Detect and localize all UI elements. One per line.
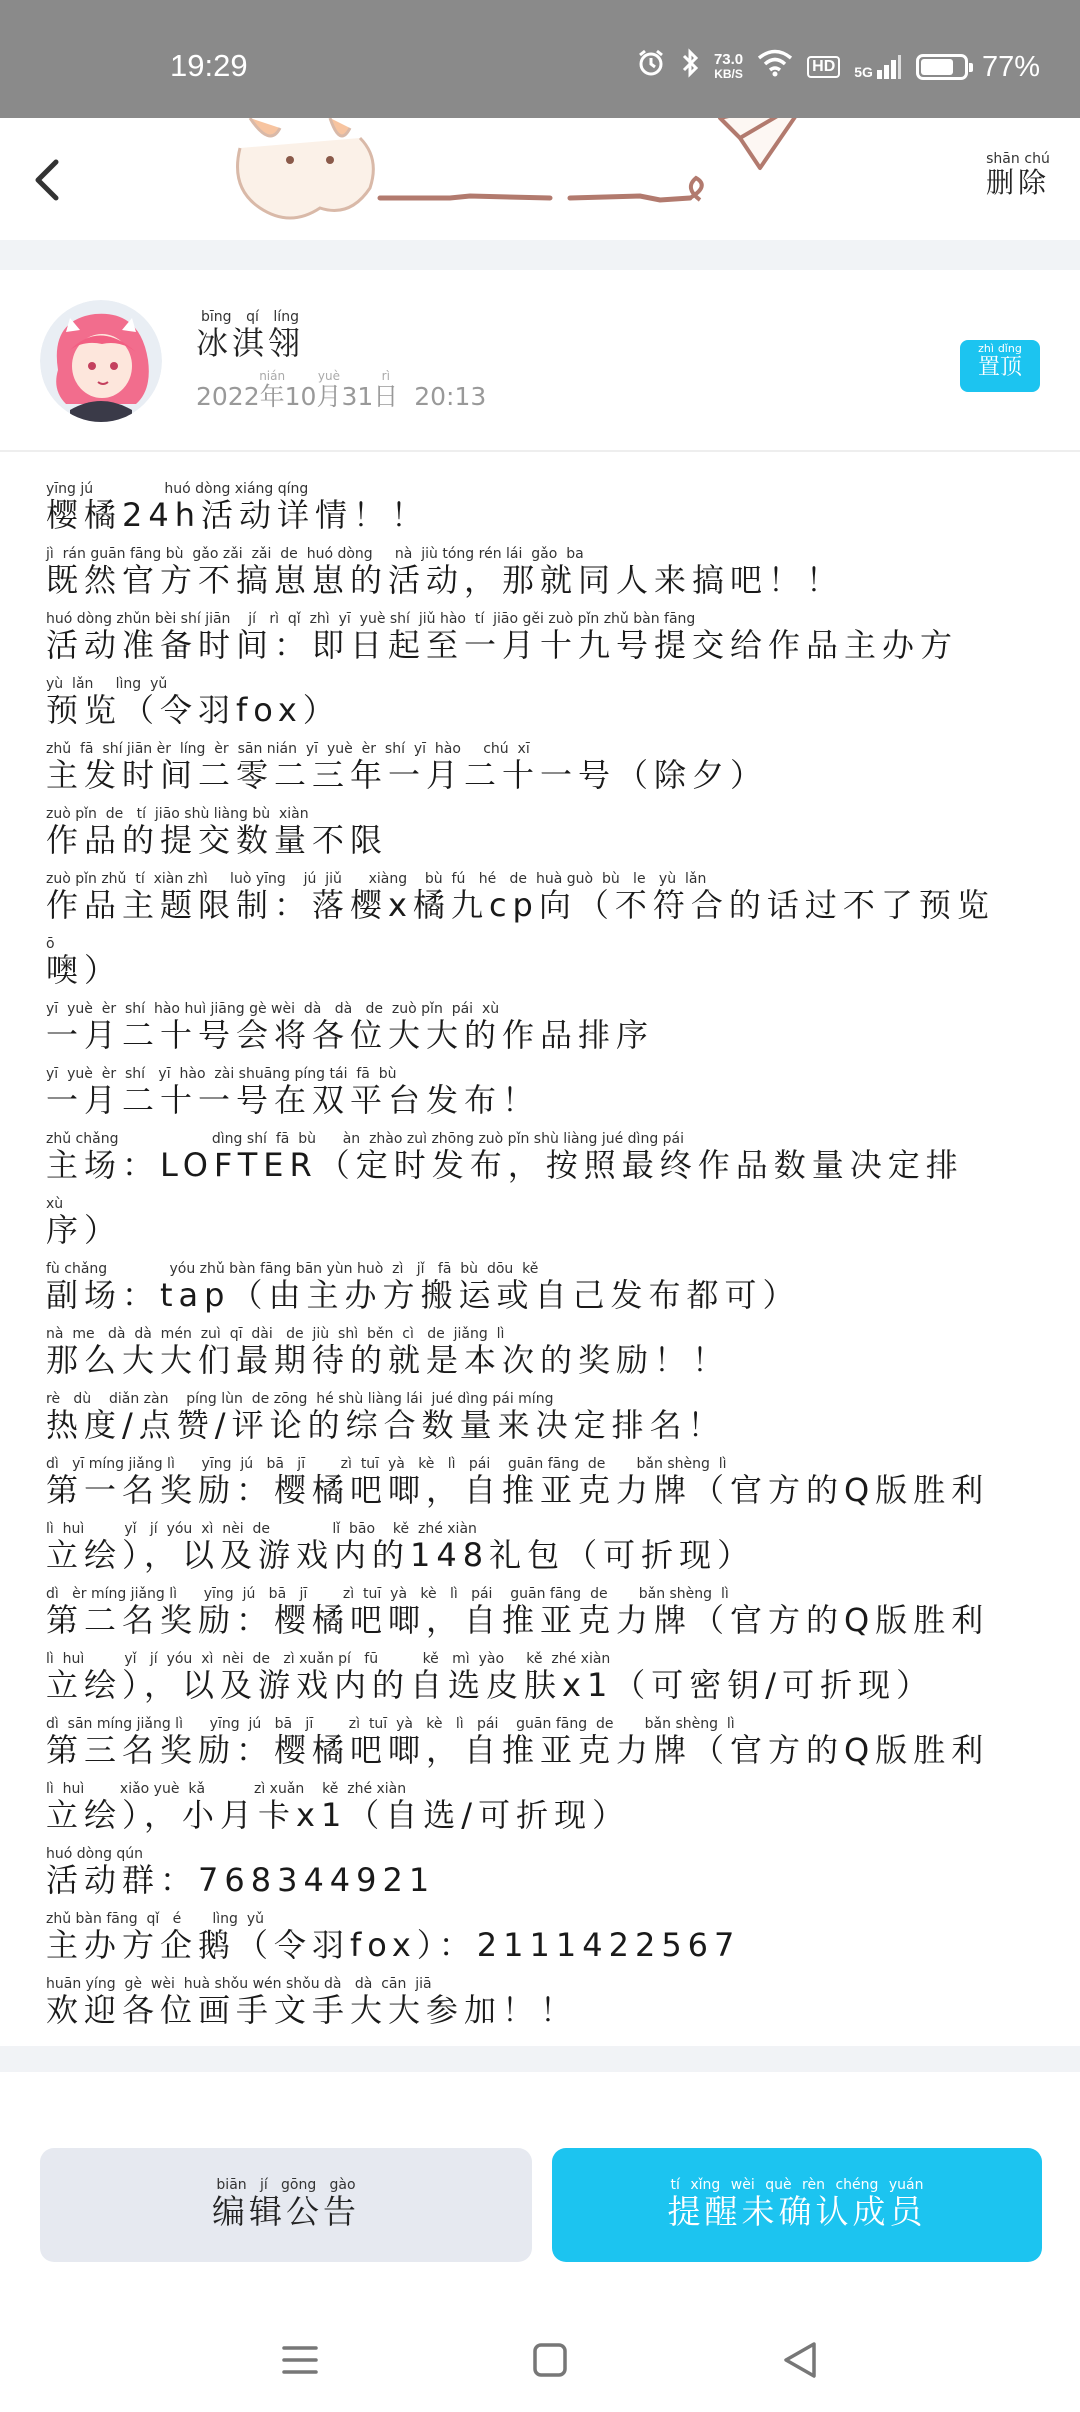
content-line (46, 612, 1046, 677)
post-time-day-pinyin: rì (373, 369, 399, 383)
content-line (46, 1912, 1046, 1977)
post-time-day: 31 (341, 382, 374, 411)
speed-unit: KB/S (714, 67, 743, 81)
content-line-ruby (46, 1066, 541, 1119)
content-line-text: 立绘），小月卡x1（自选/可折现） (46, 1796, 631, 1834)
content-line-ruby (46, 741, 769, 794)
content-line (46, 1782, 1046, 1847)
content-line-pinyin: yīng jú huó dòng xiáng qíng (46, 481, 430, 497)
post-time-year-pinyin: nián (259, 369, 286, 383)
post-time-day-char: 日 (373, 382, 399, 411)
content-line-text: 主场：LOFTER（定时发布，按照最终作品数量决定排 (46, 1146, 964, 1184)
content-line-ruby (46, 611, 959, 664)
network-type: 5G (854, 64, 873, 80)
avatar[interactable] (40, 300, 162, 422)
content-line-pinyin: zuò pǐn zhǔ tí xiàn zhì luò yīng jú jiǔ xiàng bù fú hé de huà guò bù le yù lǎn (46, 871, 995, 887)
content-line (46, 482, 1046, 547)
content-line-text: 序） (46, 1211, 123, 1249)
content-line (46, 1132, 1046, 1197)
content-line-pinyin: fù chǎng yóu zhǔ bàn fāng bān yùn huò zì jǐ fā bù dōu kě (46, 1261, 801, 1277)
content-line (46, 1392, 1046, 1457)
remind-unconfirmed-button[interactable] (552, 2148, 1042, 2262)
content-line-pinyin: zhǔ bàn fāng qǐ é lìng yǔ (46, 1911, 741, 1927)
content-line-pinyin: xù (46, 1196, 123, 1212)
content-line-pinyin: zuò pǐn de tí jiāo shù liàng bù xiàn (46, 806, 389, 822)
content-line-text: 樱橘24h活动详情！！ (46, 496, 430, 534)
content-line-ruby (46, 1456, 990, 1509)
post-time-month-pinyin: yuè (316, 369, 342, 383)
content-line-ruby (46, 1781, 631, 1834)
content-line-pinyin: dì sān míng jiǎng lì yīng jú bā jī zì tuī yà kè lì pái guān fāng de bǎn shèng lì (46, 1716, 990, 1732)
content-line-ruby (46, 676, 341, 729)
content-line-ruby (46, 481, 430, 534)
content-line (46, 1522, 1046, 1587)
content-line-text: 热度/点赞/评论的综合数量来决定排名！ (46, 1406, 726, 1444)
status-time: 19:29 (170, 48, 248, 83)
content-line-pinyin: zhǔ chǎng dìng shí fā bù àn zhào zuì zhōng zuò pǐn shù liàng jué dìng pái (46, 1131, 964, 1147)
content-line (46, 1002, 1046, 1067)
content-line-pinyin: huān yíng gè wèi huà shǒu wén shǒu dà dà cān jiā (46, 1976, 579, 1992)
post-time-year-char: 年 (259, 382, 286, 411)
content-line-ruby (46, 1521, 756, 1574)
content-line-pinyin: ō (46, 936, 123, 952)
content-line-text: 第一名奖励：樱橘吧唧，自推亚克力牌（官方的Q版胜利 (46, 1471, 990, 1509)
content-line (46, 547, 1046, 612)
content-line-text: 一月二十号会将各位大大的作品排序 (46, 1016, 655, 1054)
content-line-ruby (46, 546, 845, 599)
content-line-text: 副场：tap（由主办方搬运或自己发布都可） (46, 1276, 801, 1314)
edit-announcement-pinyin: biān jí gōng gào (212, 2176, 360, 2193)
delete-label: 删除 (985, 166, 1050, 199)
content-line-pinyin: yī yuè èr shí hào huì jiāng gè wèi dà dà de zuò pǐn pái xù (46, 1001, 655, 1017)
content-line-pinyin: zhǔ fā shí jiān èr líng èr sān nián yī yuè èr shí yī hào chú xī (46, 741, 769, 757)
header (0, 118, 1080, 240)
battery-icon (916, 54, 968, 80)
back-triangle-icon[interactable] (770, 2330, 830, 2390)
content-line-pinyin: nà me dà dà mén zuì qī dài de jiù shì běn cì de jiǎng lì (46, 1326, 731, 1342)
content-line (46, 1067, 1046, 1132)
content-line-ruby (46, 1326, 731, 1379)
content-line (46, 1977, 1046, 2042)
system-navigation-bar (0, 2300, 1080, 2412)
edit-announcement-button[interactable] (40, 2148, 532, 2262)
content-line (46, 1587, 1046, 1652)
content-line-text: 第三名奖励：樱橘吧唧，自推亚克力牌（官方的Q版胜利 (46, 1731, 990, 1769)
content-line-ruby (46, 806, 389, 859)
content-line (46, 1652, 1046, 1717)
content-line-pinyin: yī yuè èr shí yī hào zài shuāng píng tái fā bù (46, 1066, 541, 1082)
post-time-month-char: 月 (316, 382, 342, 411)
post-time-year: 2022 (196, 382, 260, 411)
status-bar (0, 0, 1080, 118)
banner-illustration (220, 118, 840, 240)
content-line-text: 一月二十一号在双平台发布！ (46, 1081, 541, 1119)
content-line-pinyin: dì yī míng jiǎng lì yīng jú bā jī zì tuī yà kè lì pái guān fāng de bǎn shèng lì (46, 1456, 990, 1472)
content-line-pinyin: lì huì yǐ jí yóu xì nèi de zì xuǎn pí fū kě mì yào kě zhé xiàn (46, 1651, 935, 1667)
content-line-ruby (46, 936, 123, 989)
delete-button[interactable] (986, 152, 1050, 201)
content-line-text: 欢迎各位画手文手大大参加！！ (46, 1991, 579, 2029)
announcement-content (46, 482, 1046, 2042)
content-line (46, 677, 1046, 742)
author-name-text: 冰淇翎 (196, 324, 305, 362)
content-line-text: 预览（令羽fox） (46, 691, 341, 729)
content-line-text: 主发时间二零二三年一月二十一号（除夕） (46, 756, 769, 794)
post-time-month: 10 (284, 382, 317, 411)
content-line (46, 742, 1046, 807)
chevron-left-icon (18, 150, 78, 210)
content-line-ruby (46, 1976, 579, 2029)
content-line-text: 活动群：768344921 (46, 1861, 436, 1899)
content-line (46, 1197, 1046, 1262)
content-line-pinyin: lì huì xiǎo yuè kǎ zì xuǎn kě zhé xiàn (46, 1781, 631, 1797)
status-icons (636, 48, 1040, 86)
content-line-text: 活动准备时间：即日起至一月十九号提交给作品主办方 (46, 626, 959, 664)
content-line-ruby (46, 1196, 123, 1249)
content-line-text: 既然官方不搞崽崽的活动，那就同人来搞吧！！ (46, 561, 845, 599)
content-line-pinyin: huó dòng zhǔn bèi shí jiān jí rì qǐ zhì yī yuè shí jiǔ hào tí jiāo gěi zuò pǐn zhǔ bàn fāng (46, 611, 959, 627)
content-line (46, 937, 1046, 1002)
content-line-ruby (46, 1391, 726, 1444)
content-line-pinyin: jì rán guān fāng bù gǎo zǎi zǎi de huó dòng nà jiù tóng rén lái gǎo ba (46, 546, 845, 562)
content-line-ruby (46, 1651, 935, 1704)
content-line (46, 1847, 1046, 1912)
content-line-text: 立绘），以及游戏内的148礼包（可折现） (46, 1536, 756, 1574)
bluetooth-icon (680, 48, 700, 86)
content-line-ruby (46, 1131, 964, 1184)
battery-percent: 77% (981, 50, 1040, 83)
content-line (46, 807, 1046, 872)
hd-badge: HD (807, 56, 840, 78)
wifi-icon (757, 49, 793, 85)
pin-label: 置顶 (977, 355, 1022, 380)
author-name-pinyin: bīng qí líng (196, 309, 304, 325)
post-time (196, 370, 486, 413)
content-line-text: 那么大大们最期待的就是本次的奖励！！ (46, 1341, 731, 1379)
remind-unconfirmed-pinyin: tí xǐng wèi què rèn chéng yuán (667, 2176, 927, 2193)
content-line-ruby (46, 1911, 741, 1964)
content-line-text: 作品的提交数量不限 (46, 821, 389, 859)
content-line-text: 作品主题限制：落樱x橘九cp向（不符合的话过不了预览 (46, 886, 995, 924)
content-line-pinyin: dì èr míng jiǎng lì yīng jú bā jī zì tuī yà kè lì pái guān fāng de bǎn shèng lì (46, 1586, 990, 1602)
content-line-text: 第二名奖励：樱橘吧唧，自推亚克力牌（官方的Q版胜利 (46, 1601, 990, 1639)
content-line-pinyin: lì huì yǐ jí yóu xì nèi de lǐ bāo kě zhé xiàn (46, 1521, 756, 1537)
content-line-ruby (46, 1846, 436, 1899)
network-speed (714, 52, 743, 82)
content-line-ruby (46, 1586, 990, 1639)
home-icon[interactable] (520, 2330, 580, 2390)
content-line (46, 1717, 1046, 1782)
remind-unconfirmed-label: 提醒未确认成员 (667, 2191, 927, 2231)
content-line-pinyin: huó dòng qún (46, 1846, 436, 1862)
signal-icon (854, 54, 902, 80)
content-line-ruby (46, 1716, 990, 1769)
post-author (0, 270, 1080, 452)
post-time-clock: 20:13 (414, 382, 487, 411)
back-button[interactable] (18, 150, 78, 210)
battery-level (921, 59, 953, 75)
speed-value: 73.0 (713, 51, 744, 68)
menu-icon[interactable] (270, 2330, 330, 2390)
content-line-ruby (46, 1001, 655, 1054)
content-line (46, 1457, 1046, 1522)
alarm-icon (636, 48, 666, 86)
edit-announcement-label: 编辑公告 (212, 2191, 360, 2231)
content-line-text: 主办方企鹅（令羽fox）：2111422567 (46, 1926, 741, 1964)
delete-pinyin: shān chú (985, 151, 1050, 167)
section-divider (0, 2046, 1080, 2072)
content-line-pinyin: rè dù diǎn zàn píng lùn de zōng hé shù liàng lái jué dìng pái míng (46, 1391, 726, 1407)
content-line-ruby (46, 1261, 801, 1314)
content-line-pinyin: yù lǎn lìng yǔ (46, 676, 341, 692)
author-name[interactable] (196, 310, 304, 364)
content-line-ruby (46, 871, 995, 924)
pin-pinyin: zhì dǐng (977, 342, 1022, 355)
content-line-text: 立绘），以及游戏内的自选皮肤x1（可密钥/可折现） (46, 1666, 935, 1704)
content-line-text: 噢） (46, 951, 123, 989)
pin-badge (960, 340, 1040, 392)
content-line (46, 872, 1046, 937)
content-line (46, 1262, 1046, 1327)
section-gap (0, 240, 1080, 270)
content-line (46, 1327, 1046, 1392)
